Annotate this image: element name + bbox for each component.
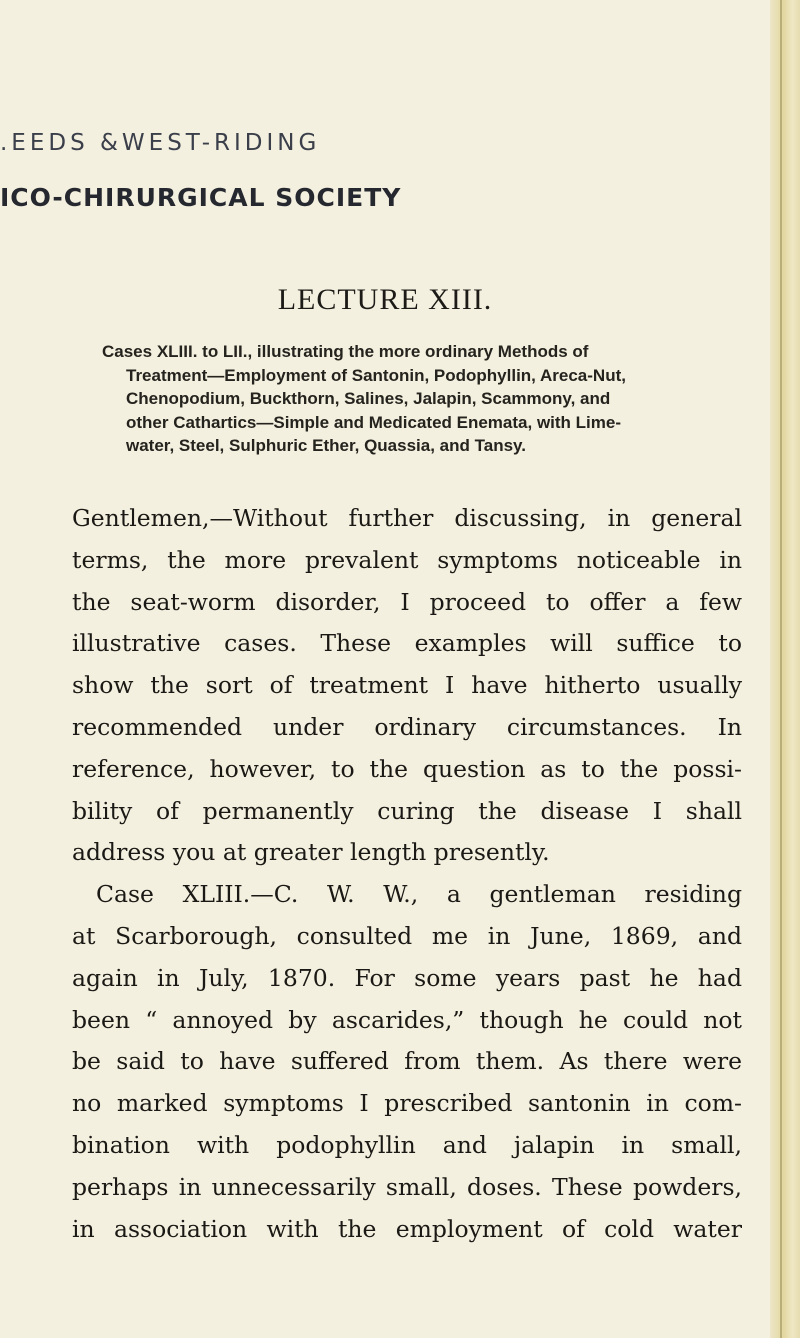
summary-line: Treatment—Employment of Santonin, Podophyllin, Areca-Nut, — [126, 365, 626, 385]
page-edge — [770, 0, 800, 1338]
body-line: in association with the employment of cold water — [72, 1214, 742, 1243]
body-line: at Scarborough, consulted me in June, 1869, and — [72, 921, 742, 950]
body-line: bination with podophyllin and jalapin in small, — [72, 1130, 742, 1159]
lecture-body — [72, 498, 742, 1250]
body-line: Gentlemen,—Without further discussing, in general — [72, 504, 742, 532]
body-line: terms, the more prevalent symptoms noticeable in — [72, 545, 742, 574]
summary-line: water, Steel, Sulphuric Ether, Quassia, and Tansy. — [126, 436, 526, 455]
summary-line: other Cathartics—Simple and Medicated Enemata, with Lime- — [126, 412, 621, 432]
library-stamp-line2: ICO-CHIRURGICAL SOCIETY — [0, 183, 402, 212]
lecture-title: LECTURE XIII. — [277, 283, 493, 316]
summary-line: Chenopodium, Buckthorn, Salines, Jalapin, Scammony, and — [126, 389, 611, 408]
body-line: been “ annoyed by ascarides,” though he could not — [72, 1005, 742, 1034]
body-line: show the sort of treatment I have hitherto usually — [72, 671, 742, 700]
body-line: recommended under ordinary circumstances. In — [72, 712, 742, 741]
body-line: be said to have suffered from them. As there were — [72, 1047, 742, 1076]
body-line: address you at greater length presently. — [72, 838, 550, 867]
body-line: again in July, 1870. For some years past he had — [72, 963, 742, 992]
body-line: the seat-worm disorder, I proceed to offer a few — [72, 587, 742, 616]
body-line: reference, however, to the question as to the possi- — [72, 754, 742, 783]
body-line: illustrative cases. These examples will suffice to — [72, 629, 742, 658]
library-stamp-line1: .EEDS &WEST-RIDING — [0, 130, 321, 156]
body-line: bility of permanently curing the disease I shall — [72, 796, 742, 825]
body-line: Case XLIII.—C. W. W., a gentleman residing — [96, 880, 742, 909]
body-line: no marked symptoms I prescribed santonin in com- — [72, 1089, 742, 1118]
body-line: perhaps in unnecessarily small, doses. These powders, — [72, 1172, 742, 1201]
summary-line: Cases XLIII. to LII., illustrating the more ordinary Methods of — [102, 342, 589, 361]
lecture-summary — [102, 340, 742, 458]
